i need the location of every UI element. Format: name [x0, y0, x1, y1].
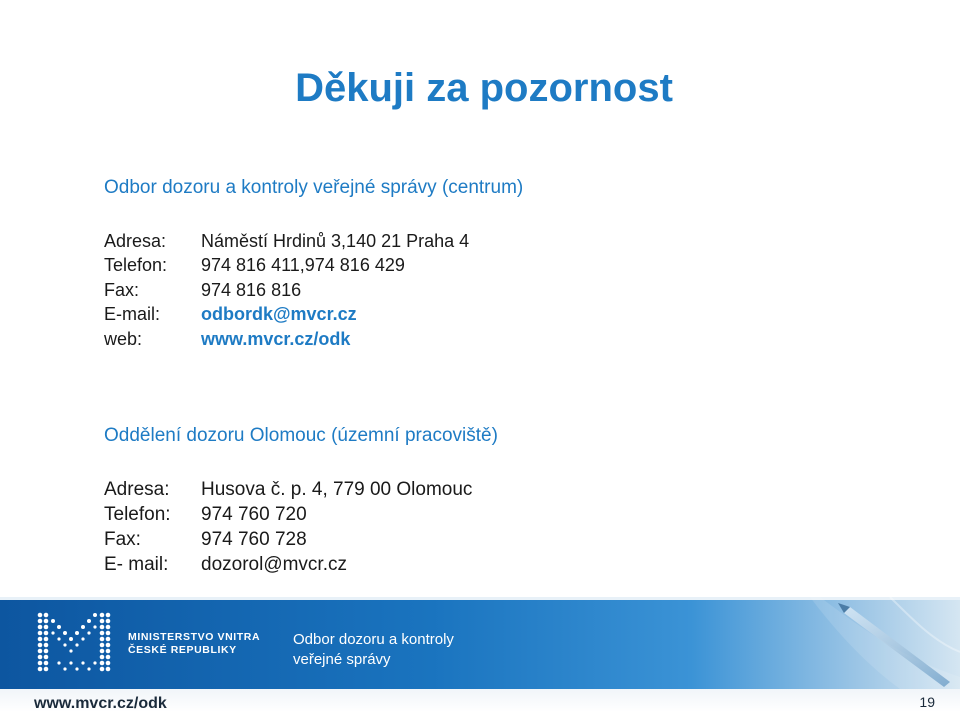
contact-row-address	[104, 229, 469, 254]
contact-value: 974 760 728	[201, 528, 307, 550]
contact-value: 974 816 411,974 816 429	[201, 255, 405, 276]
contact-row-email	[104, 552, 472, 577]
contact-value: 974 760 720	[201, 503, 307, 525]
logo-line-2: ČESKÉ REPUBLIKY	[128, 644, 237, 656]
ministry-logo-icon	[36, 610, 116, 674]
contact-row-fax	[104, 278, 469, 303]
contact-table-centrum	[104, 229, 469, 352]
contact-row-phone	[104, 254, 469, 279]
contact-value: 974 816 816	[201, 279, 302, 300]
contact-value: Husova č. p. 4, 779 00 Olomouc	[201, 478, 473, 500]
contact-label: Fax:	[104, 528, 141, 550]
contact-label: Telefon:	[104, 503, 171, 525]
contact-row-address	[104, 477, 472, 502]
contact-row-fax	[104, 527, 472, 552]
footer-url-link[interactable]: www.mvcr.cz/odk	[34, 695, 167, 712]
contact-label: E- mail:	[104, 553, 169, 575]
page-number: 19	[919, 694, 935, 710]
email-value[interactable]: dozorol@mvcr.cz	[201, 553, 347, 575]
footer-band	[0, 597, 960, 689]
slide-footer	[0, 597, 960, 712]
contact-label: Fax:	[104, 279, 140, 300]
logo-line-1: MINISTERSTVO VNITRA	[128, 631, 261, 643]
contact-table-olomouc	[104, 477, 472, 577]
contact-row-web	[104, 327, 469, 352]
section-heading-olomouc: Oddělení dozoru Olomouc (územní pracoviště)	[104, 425, 498, 446]
section-heading-centrum: Odbor dozoru a kontroly veřejné správy (centrum)	[104, 177, 524, 198]
contact-label: Telefon:	[104, 255, 168, 276]
slide-title: Děkuji za pozornost	[295, 66, 673, 110]
contact-label: E-mail:	[104, 304, 161, 325]
contact-row-phone	[104, 502, 472, 527]
pen-decoration-icon	[700, 597, 960, 689]
contact-row-email	[104, 303, 469, 328]
web-link[interactable]: www.mvcr.cz/odk	[201, 328, 351, 349]
department-line-1: Odbor dozoru a kontroly	[293, 631, 454, 648]
contact-label: Adresa:	[104, 230, 167, 251]
email-link[interactable]: odbordk@mvcr.cz	[201, 304, 357, 325]
contact-label: web:	[104, 328, 143, 349]
contact-label: Adresa:	[104, 478, 170, 500]
department-name	[293, 630, 454, 670]
department-line-2: veřejné správy	[293, 651, 391, 668]
contact-value: Náměstí Hrdinů 3,140 21 Praha 4	[201, 230, 470, 251]
ministry-logo-text	[128, 631, 260, 657]
